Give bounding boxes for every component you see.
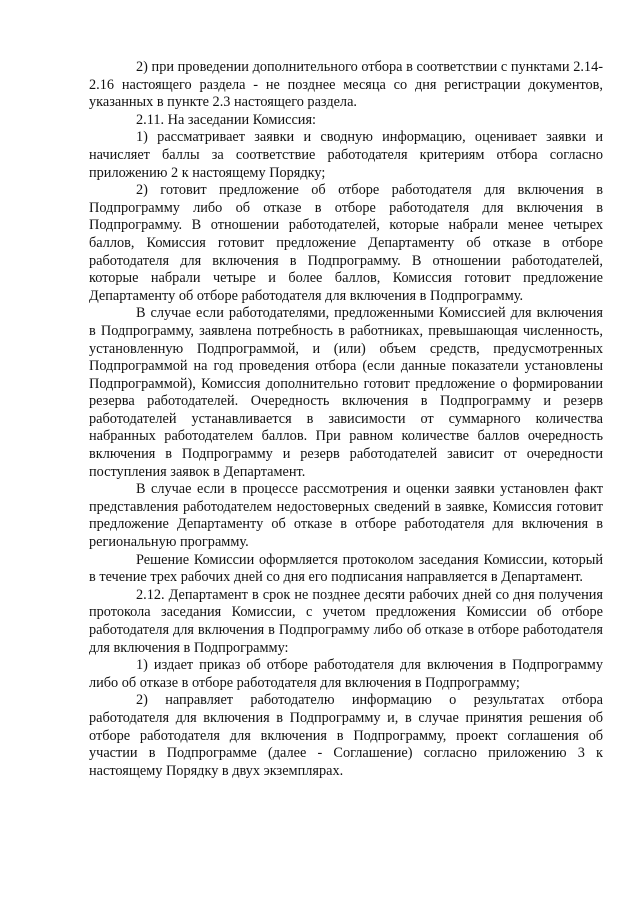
paragraph-2-11-heading: 2.11. На заседании Комиссия: <box>136 111 316 128</box>
paragraph-2-12-item-2: 2) направляет работодателю информацию о результатах отбора работодателя для включения в Подпрограмму и, в случае принятия решения об отборе работодателя для включения в Подпрограмму, проект соглашения об участии в Подпрограмме (далее - Соглашение) согласно приложению 3 к настоящему Порядку в двух экземплярах. <box>89 692 603 779</box>
paragraph-reserve-employers: В случае если работодателями, предложенными Комиссией для включения в Подпрограмму, заявлена потребность в работниках, превышающая численность, установленную Подпрограммой, и (или) объем средств, предусмотренных Подпрограммой на год проведения отбора (если данные показатели установлены Подпрограммой), Комиссия дополнительно готовит предложение о формировании резерва работодателей. Очередность включения в Подпрограмму и резерв работодателей устанавливается в зависимости от суммарного количества набранных работодателем баллов. При равном количестве баллов очередность включения в Подпрограмму и резерв работодателей зависит от очередности поступления заявок в Департамент. <box>89 305 603 480</box>
paragraph-false-information: В случае если в процессе рассмотрения и оценки заявки установлен факт представления работодателем недостоверных сведений в заявке, Комиссия готовит предложение Департаменту об отказе в отборе работодателя для включения в региональную программу. <box>89 481 603 551</box>
paragraph-2-11-item-1: 1) рассматривает заявки и сводную информацию, оценивает заявки и начисляет баллы за соответствие работодателя критериям отбора согласно приложению 2 к настоящему Порядку; <box>89 129 603 181</box>
paragraph-2-11-item-2: 2) готовит предложение об отборе работодателя для включения в Подпрограмму либо об отказе в отборе работодателя для включения в Подпрограмму. В отношении работодателей, которые набрали менее четырех баллов, Комиссия готовит предложение Департаменту об отказе в отборе работодателя для включения в Подпрограмму. В отношении работодателей, которые набрали четыре и более баллов, Комиссия готовит предложение Департаменту об отборе работодателя для включения в Подпрограмму. <box>89 182 603 304</box>
paragraph-2-12-item-1: 1) издает приказ об отборе работодателя для включения в Подпрограмму либо об отказе в отборе работодателя для включения в Подпрограмму; <box>89 657 603 691</box>
paragraph-deadline-additional-selection: 2) при проведении дополнительного отбора в соответствии с пунктами 2.14-2.16 настоящего раздела - не позднее месяца со дня регистрации документов, указанных в пункте 2.3 настоящего раздела. <box>89 59 603 111</box>
paragraph-2-12-heading: 2.12. Департамент в срок не позднее десяти рабочих дней со дня получения протокола заседания Комиссии, с учетом предложения Комиссии об отборе работодателя для включения в Подпрограмму либо об отказе в отборе работодателя для включения в Подпрограмму: <box>89 586 603 656</box>
paragraph-commission-decision: Решение Комиссии оформляется протоколом заседания Комиссии, который в течение трех рабочих дней со дня его подписания направляется в Департамент. <box>89 551 603 586</box>
